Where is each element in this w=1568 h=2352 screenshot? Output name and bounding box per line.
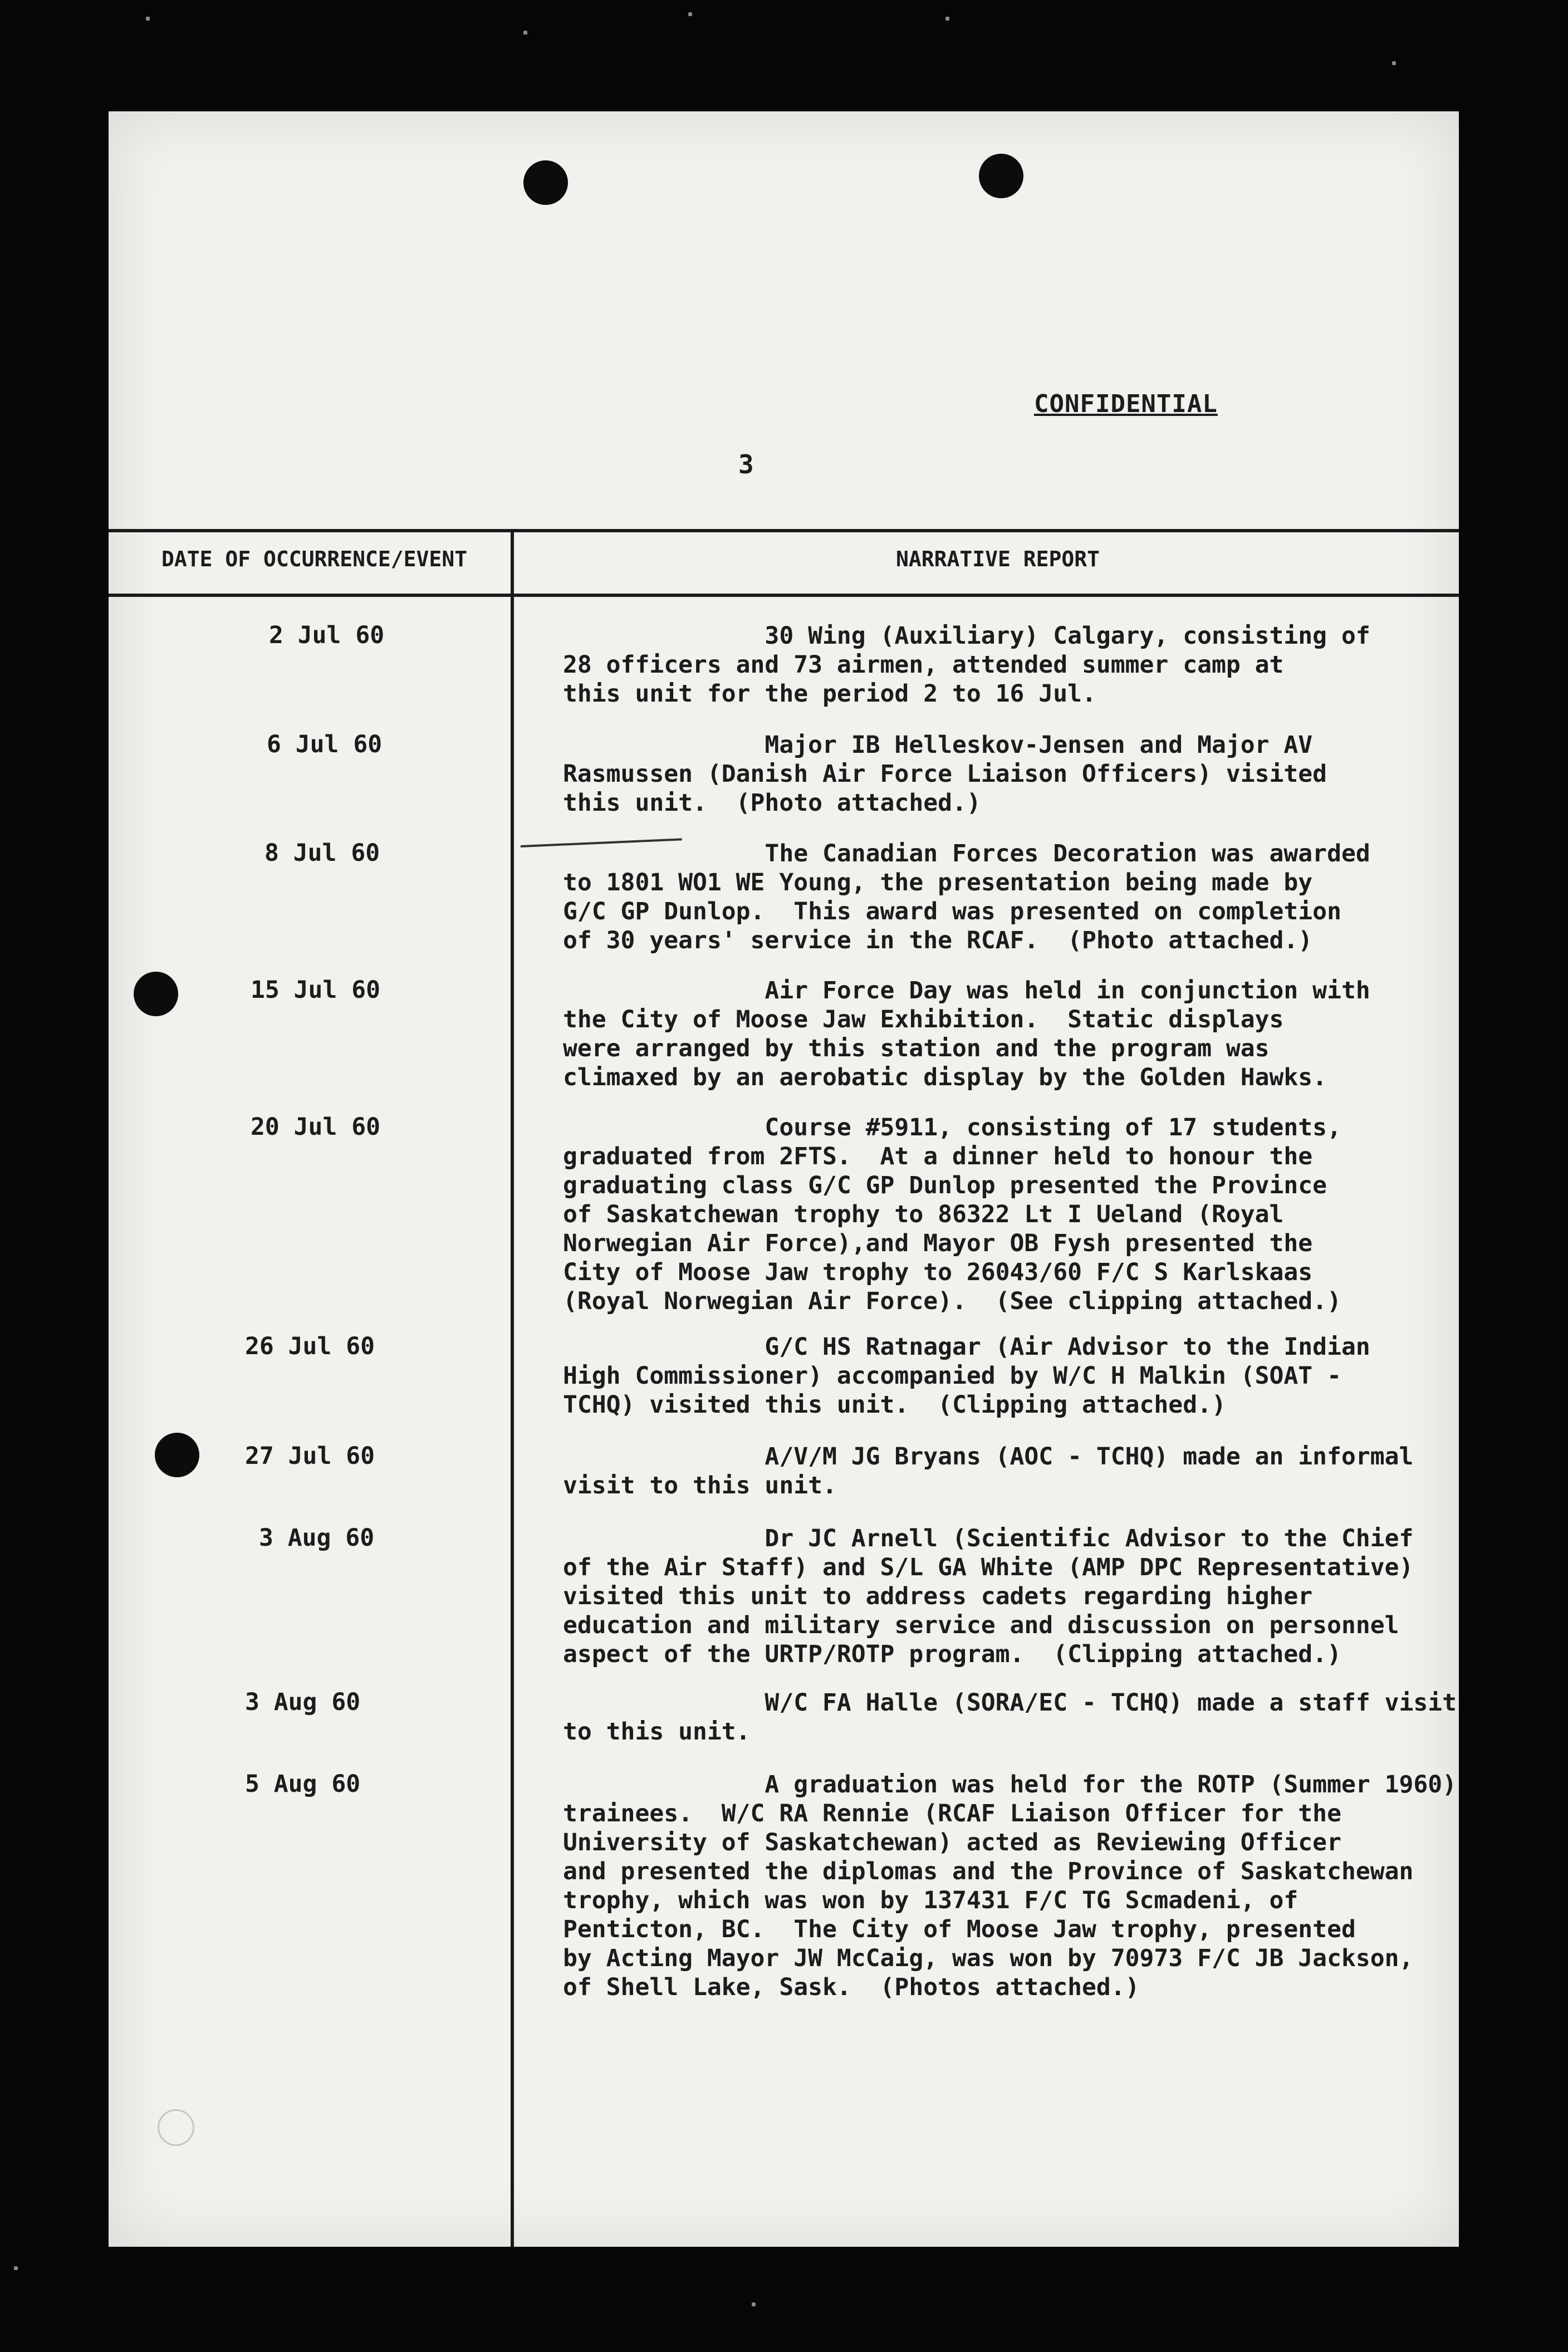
entry-date: 2 Jul 60 bbox=[269, 621, 385, 649]
entry-narrative: A graduation was held for the ROTP (Summer 1960) trainees. W/C RA Rennie (RCAF Liaison Officer for the University of Saskatchewan) acted as Reviewing Officer and presented the diplomas and the Province of Saskatchewan trophy, which was won by 137431 F/C TG Scmadeni, of Penticton, BC. The City of Moose Jaw trophy, presented by Acting Mayor JW McCaig, was won by 70973 F/C JB Jackson, of Shell Lake, Sask. (Photos attached.) bbox=[563, 1771, 1457, 2001]
punch-hole-top-right bbox=[979, 154, 1023, 198]
entry-date: 26 Jul 60 bbox=[245, 1332, 375, 1360]
entry-narrative: Dr JC Arnell (Scientific Advisor to the Chief of the Air Staff) and S/L GA White (AMP DPC Representative) visited this unit to address cadets regarding higher education and military service and discussion on personnel aspect of the URTP/ROTP program. (Clipping attached.) bbox=[563, 1525, 1414, 1668]
table-top-rule bbox=[109, 529, 1459, 532]
document-page bbox=[109, 111, 1459, 2247]
entry-date: 27 Jul 60 bbox=[245, 1442, 375, 1470]
entry-narrative: Major IB Helleskov-Jensen and Major AV Rasmussen (Danish Air Force Liaison Officers) visited this unit. (Photo attached.) bbox=[563, 731, 1327, 817]
entry-date: 15 Jul 60 bbox=[251, 976, 380, 1004]
entry-narrative: Course #5911, consisting of 17 students, graduated from 2FTS. At a dinner held to honour the graduating class G/C GP Dunlop presented the Province of Saskatchewan trophy to 86322 Lt I Ueland (Royal Norwegian Air Force),and Mayor OB Fysh presented the City of Moose Jaw trophy to 26043/60 F/C S Karlskaas (Royal Norwegian Air Force). (See clipping attached.) bbox=[563, 1114, 1341, 1315]
faint-stamp-mark bbox=[158, 2109, 194, 2146]
entry-narrative: W/C FA Halle (SORA/EC - TCHQ) made a staff visit to this unit. bbox=[563, 1689, 1457, 1746]
punch-hole-margin-lower bbox=[155, 1433, 199, 1477]
punch-hole-top-left bbox=[523, 160, 568, 205]
punch-hole-margin-upper bbox=[134, 972, 178, 1016]
entry-narrative: G/C HS Ratnagar (Air Advisor to the Indian High Commissioner) accompanied by W/C H Malkin (SOAT - TCHQ) visited this unit. (Clipping attached.) bbox=[563, 1333, 1370, 1419]
column-header-narrative: NARRATIVE REPORT bbox=[896, 547, 1100, 571]
entry-date: 3 Aug 60 bbox=[245, 1688, 361, 1716]
film-speck bbox=[752, 2302, 756, 2306]
entry-date: 5 Aug 60 bbox=[245, 1770, 361, 1798]
film-speck bbox=[688, 12, 692, 16]
entry-date: 6 Jul 60 bbox=[267, 731, 383, 758]
table-header-rule bbox=[109, 594, 1459, 597]
entry-date: 8 Jul 60 bbox=[264, 839, 380, 867]
film-speck bbox=[945, 17, 949, 21]
page-number: 3 bbox=[738, 449, 754, 479]
film-speck bbox=[523, 31, 527, 35]
film-speck bbox=[146, 17, 150, 21]
entry-narrative: 30 Wing (Auxiliary) Calgary, consisting of 28 officers and 73 airmen, attended summer camp at this unit for the period 2 to 16 Jul. bbox=[563, 622, 1370, 708]
table-column-divider bbox=[511, 529, 514, 2247]
film-speck bbox=[14, 2266, 18, 2270]
column-header-date: DATE OF OCCURRENCE/EVENT bbox=[161, 547, 468, 571]
entry-date: 20 Jul 60 bbox=[251, 1113, 380, 1141]
entry-narrative: Air Force Day was held in conjunction with the City of Moose Jaw Exhibition. Static displays were arranged by this station and the program was climaxed by an aerobatic display by the Golden Hawks. bbox=[563, 977, 1370, 1091]
classification-marking: CONFIDENTIAL bbox=[1034, 390, 1218, 418]
entry-date: 3 Aug 60 bbox=[259, 1524, 375, 1552]
entry-narrative: A/V/M JG Bryans (AOC - TCHQ) made an informal visit to this unit. bbox=[563, 1443, 1414, 1500]
film-speck bbox=[1392, 61, 1396, 65]
entry-narrative: The Canadian Forces Decoration was awarded to 1801 WO1 WE Young, the presentation being made by G/C GP Dunlop. This award was presented on completion of 30 years' service in the RCAF. (Photo attached.) bbox=[563, 840, 1370, 954]
